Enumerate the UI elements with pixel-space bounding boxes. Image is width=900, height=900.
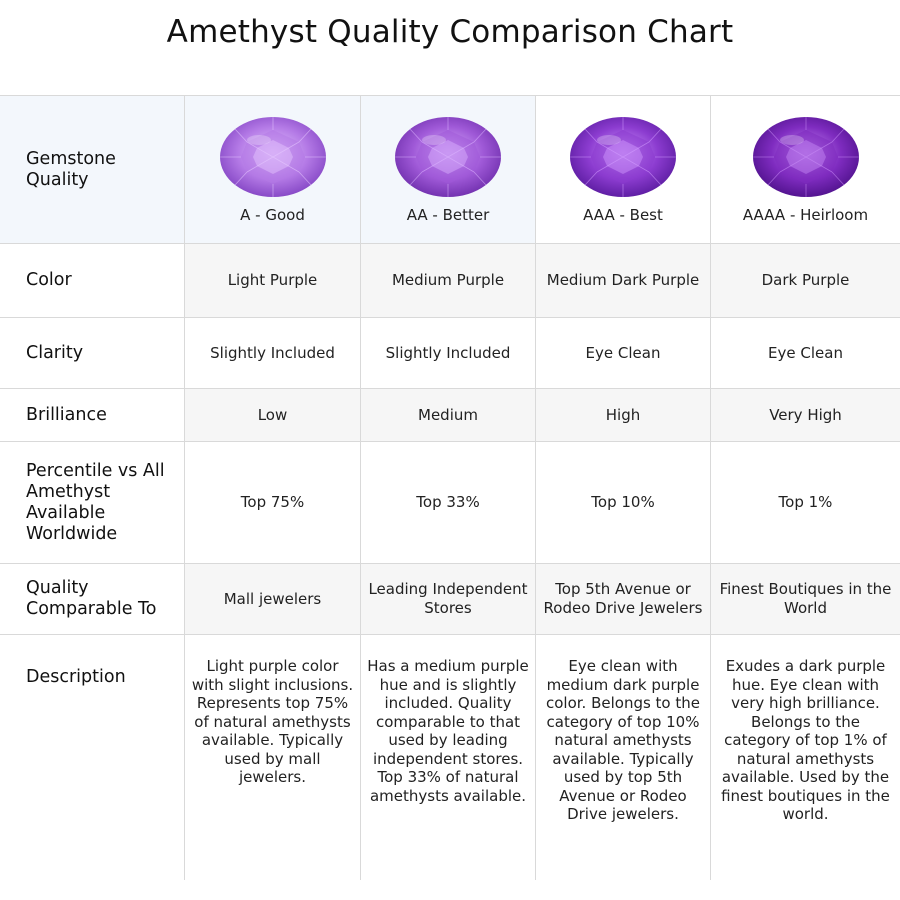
gem-image-aa <box>394 116 502 198</box>
grade-header-aaa <box>536 96 711 244</box>
cell-brilliance: Medium <box>361 389 536 442</box>
cell-percentile: Top 1% <box>711 442 900 564</box>
cell-comparable: Top 5th Avenue or Rodeo Drive Jewelers <box>536 564 711 635</box>
row-label-description: Description <box>0 635 185 880</box>
grade-label: AAA - Best <box>583 206 663 224</box>
row-label-clarity: Clarity <box>0 318 185 389</box>
amethyst-gem-icon <box>752 116 860 198</box>
row-label-percentile: Percentile vs All Amethyst Available Worldwide <box>0 442 185 564</box>
gem-image-a <box>219 116 327 198</box>
row-label-quality: Gemstone Quality <box>0 96 185 244</box>
cell-percentile: Top 10% <box>536 442 711 564</box>
comparison-table <box>0 95 900 880</box>
grade-label: AAAA - Heirloom <box>742 206 869 224</box>
cell-comparable: Mall jewelers <box>185 564 361 635</box>
grade-header-aaaa <box>711 96 900 244</box>
cell-comparable: Leading Independent Stores <box>361 564 536 635</box>
grade-header-aa <box>361 96 536 244</box>
cell-description: Has a medium purple hue and is slightly included. Quality comparable to that used by leading independent stores. Top 33% of natural amethysts available. <box>361 635 536 880</box>
cell-color: Medium Dark Purple <box>536 244 711 318</box>
cell-color: Light Purple <box>185 244 361 318</box>
row-label-brilliance: Brilliance <box>0 389 185 442</box>
cell-percentile: Top 33% <box>361 442 536 564</box>
grade-label: AA - Better <box>406 206 490 224</box>
cell-brilliance: High <box>536 389 711 442</box>
cell-clarity: Eye Clean <box>711 318 900 389</box>
cell-description: Eye clean with medium dark purple color. Belongs to the category of top 10% natural amethysts available. Typically used by top 5th Avenue or Rodeo Drive jewelers. <box>536 635 711 880</box>
cell-clarity: Eye Clean <box>536 318 711 389</box>
cell-color: Dark Purple <box>711 244 900 318</box>
page-title: Amethyst Quality Comparison Chart <box>166 14 734 50</box>
cell-brilliance: Low <box>185 389 361 442</box>
cell-color: Medium Purple <box>361 244 536 318</box>
grade-label: A - Good <box>240 206 305 224</box>
row-label-comparable: Quality Comparable To <box>0 564 185 635</box>
amethyst-gem-icon <box>394 116 502 198</box>
grade-header-a <box>185 96 361 244</box>
row-label-color: Color <box>0 244 185 318</box>
amethyst-gem-icon <box>569 116 677 198</box>
cell-clarity: Slightly Included <box>361 318 536 389</box>
amethyst-gem-icon <box>219 116 327 198</box>
cell-description: Exudes a dark purple hue. Eye clean with very high brilliance. Belongs to the category of top 1% of natural amethysts available. Used by the finest boutiques in the world. <box>721 657 890 823</box>
cell-percentile: Top 75% <box>185 442 361 564</box>
gem-image-aaaa <box>752 116 860 198</box>
cell-comparable: Finest Boutiques in the World <box>711 564 900 635</box>
cell-clarity: Slightly Included <box>185 318 361 389</box>
cell-brilliance: Very High <box>711 389 900 442</box>
gem-image-aaa <box>569 116 677 198</box>
cell-description: Light purple color with slight inclusions. Represents top 75% of natural amethysts available. Typically used by mall jewelers. <box>185 635 361 880</box>
